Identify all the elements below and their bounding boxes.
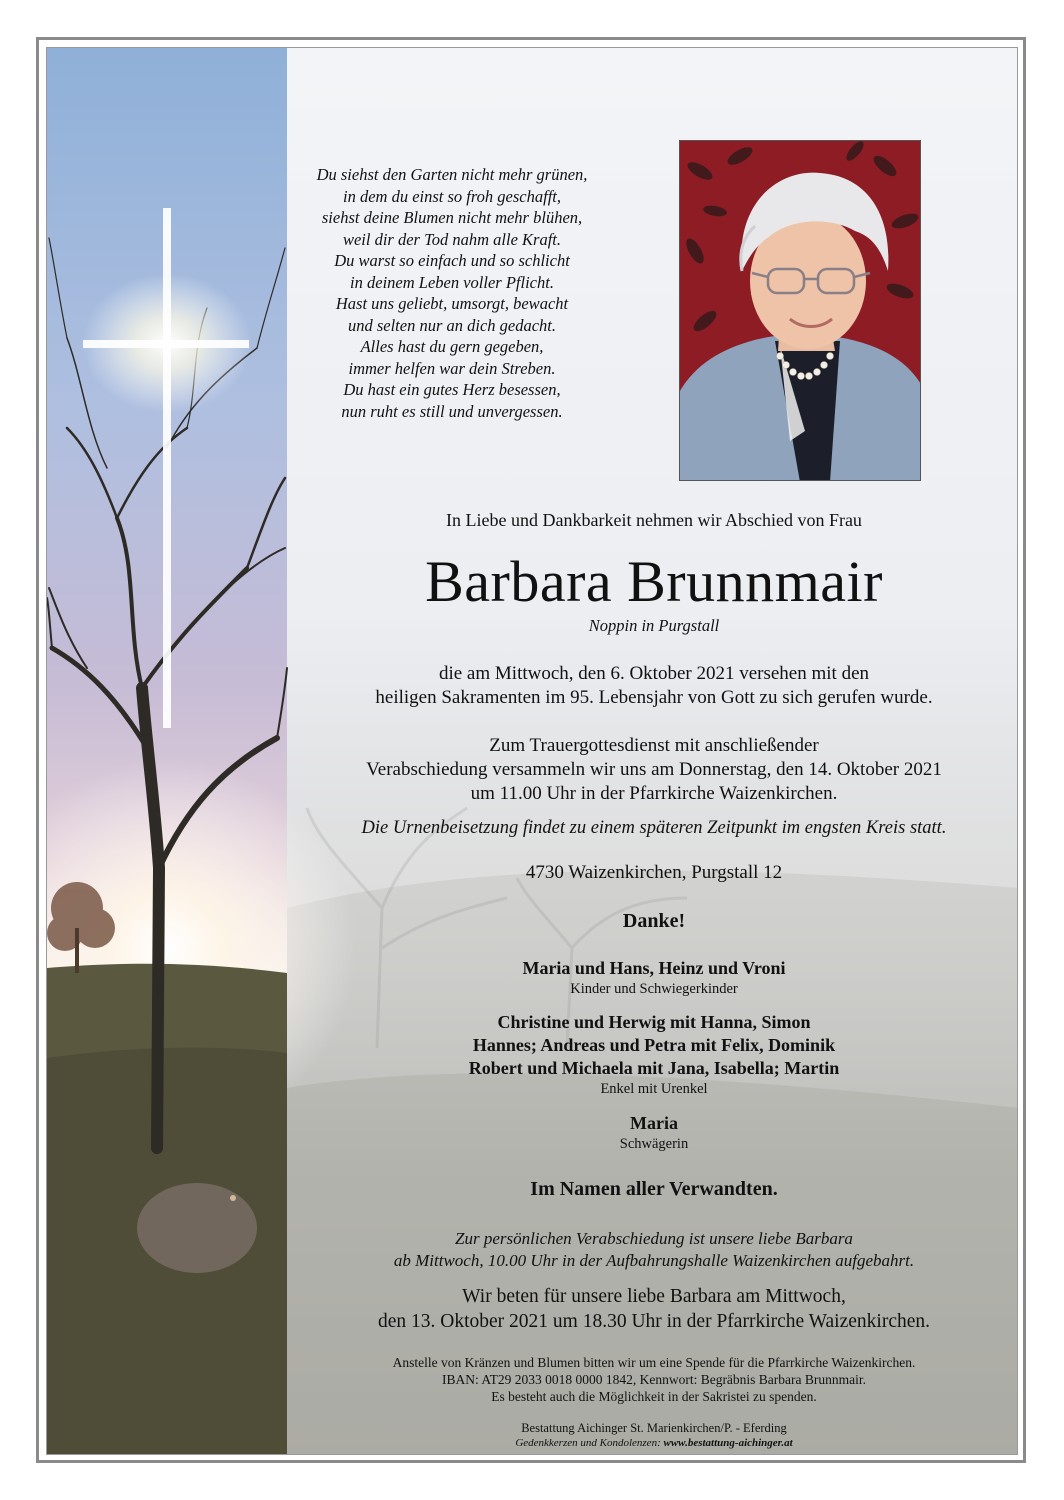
family-names: Christine und Herwig mit Hanna, Simon (497, 1012, 811, 1032)
family-role: Enkel mit Urenkel (600, 1081, 708, 1097)
condolence-label: Gedenkkerzen und Kondolenzen: (515, 1437, 661, 1449)
poem-line: in dem du einst so froh geschafft, (343, 186, 561, 206)
memorial-poem (287, 164, 617, 422)
urn-note: Die Urnenbeisetzung findet zu einem späteren Zeitpunkt im engsten Kreis statt. (361, 818, 947, 838)
prayer-notice (309, 1284, 999, 1334)
condolence-line (309, 1436, 999, 1451)
family-role: Schwägerin (619, 1136, 689, 1152)
family-group-sister-in-law (309, 1112, 999, 1153)
undertaker-info (309, 1421, 999, 1451)
service-line: Zum Trauergottesdienst mit anschließender (489, 735, 819, 756)
notice-content (47, 48, 1018, 1455)
relatives-signoff: Im Namen aller Verwandten. (530, 1178, 778, 1200)
poem-line: Hast uns geliebt, umsorgt, bewacht (335, 294, 569, 313)
death-notice (309, 662, 999, 710)
family-names: Robert und Michaela mit Jana, Isabella; Martin (468, 1058, 840, 1078)
poem-line: und selten nur an dich gedacht. (347, 315, 557, 335)
poem-line: in deinem Leben voller Pflicht. (350, 272, 554, 292)
viewing-notice (309, 1228, 999, 1272)
deceased-name: Barbara Brunnmair (425, 549, 883, 614)
family-group-children (309, 957, 999, 998)
family-role: Kinder und Schwiegerkinder (570, 981, 738, 997)
poem-line: Du hast ein gutes Herz besessen, (343, 380, 561, 399)
poem-line: siehst deine Blumen nicht mehr blühen, (321, 208, 583, 227)
inner-frame (46, 47, 1018, 1455)
viewing-line: ab Mittwoch, 10.00 Uhr in der Aufbahrungshalle Waizenkirchen aufgebahrt. (393, 1251, 915, 1270)
donation-line: Anstelle von Kränzen und Blumen bitten wir um eine Spende für die Pfarrkirche Waizenkirchen. (392, 1355, 916, 1370)
poem-line: immer helfen war dein Streben. (348, 358, 556, 378)
family-names: Maria (630, 1113, 678, 1133)
poem-line: Du warst so einfach und so schlicht (334, 251, 570, 270)
undertaker-name: Bestattung Aichinger St. Marienkirchen/P. - Eferding (521, 1421, 787, 1435)
death-line: heiligen Sakramenten im 95. Lebensjahr von Gott zu sich gerufen wurde. (375, 687, 933, 708)
family-names: Maria und Hans, Heinz und Vroni (522, 958, 786, 978)
undertaker-website-link[interactable]: www.bestattung-aichinger.at (663, 1437, 793, 1449)
donation-line: Es besteht auch die Möglichkeit in der Sakristei zu spenden. (491, 1389, 817, 1404)
viewing-line: Zur persönlichen Verabschiedung ist unsere liebe Barbara (455, 1229, 853, 1248)
donation-notice (309, 1354, 999, 1405)
funeral-service (309, 734, 999, 806)
family-group-grandchildren (309, 1011, 999, 1098)
deceased-origin: Noppin in Purgstall (588, 616, 720, 635)
poem-line: Alles hast du gern gegeben, (360, 337, 544, 356)
family-address: 4730 Waizenkirchen, Purgstall 12 (525, 862, 783, 883)
family-names: Hannes; Andreas und Petra mit Felix, Dominik (472, 1035, 836, 1055)
poem-line: nun ruht es still und unvergessen. (341, 401, 563, 421)
poem-line: weil dir der Tod nahm alle Kraft. (342, 229, 562, 249)
intro-text: In Liebe und Dankbarkeit nehmen wir Abschied von Frau (446, 510, 862, 530)
prayer-line: den 13. Oktober 2021 um 18.30 Uhr in der Pfarrkirche Waizenkirchen. (377, 1311, 931, 1332)
prayer-line: Wir beten für unsere liebe Barbara am Mittwoch, (462, 1286, 846, 1307)
donation-line: IBAN: AT29 2033 0018 0000 1842, Kennwort: Begräbnis Barbara Brunnmair. (441, 1372, 867, 1387)
thanks-heading: Danke! (622, 910, 686, 932)
service-line: um 11.00 Uhr in der Pfarrkirche Waizenkirchen. (470, 783, 838, 804)
service-line: Verabschiedung versammeln wir uns am Donnerstag, den 14. Oktober 2021 (366, 759, 942, 780)
poem-line: Du siehst den Garten nicht mehr grünen, (316, 165, 588, 184)
death-line: die am Mittwoch, den 6. Oktober 2021 versehen mit den (438, 663, 870, 684)
